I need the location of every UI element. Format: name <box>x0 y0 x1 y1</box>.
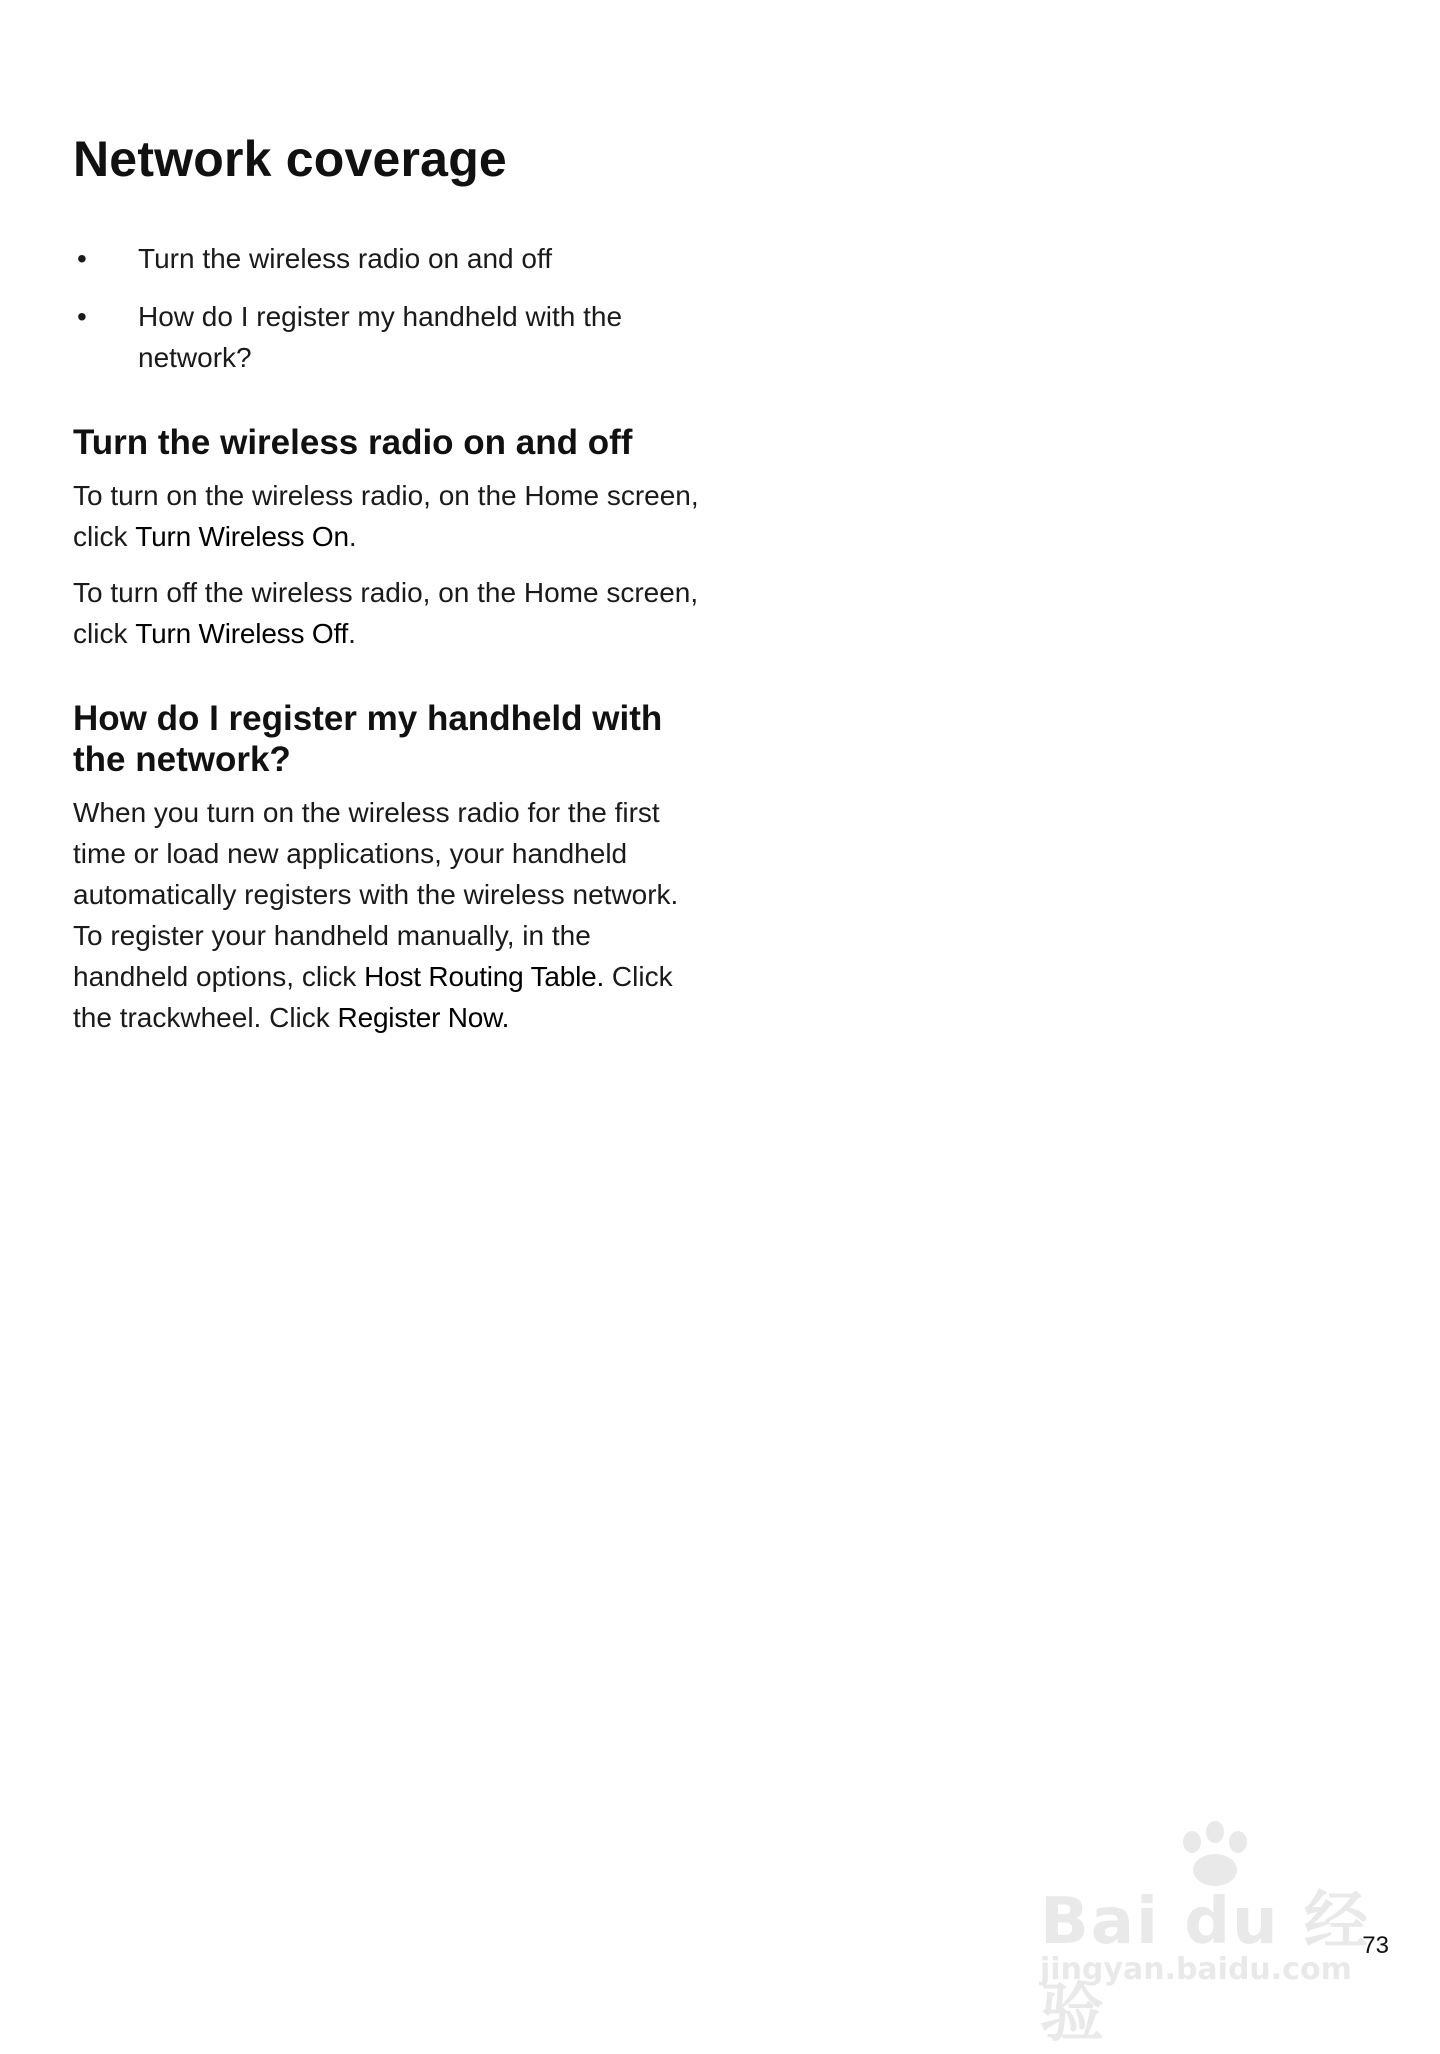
paragraph-register <box>73 792 713 1038</box>
section-link-label: How do I register my handheld with the network? <box>138 301 623 373</box>
page-content <box>73 130 713 1082</box>
page-number: 73 <box>1362 1932 1389 1959</box>
paragraph-text: . <box>348 521 357 552</box>
ui-term-register-now: Register Now. <box>337 1002 510 1033</box>
section-heading: How do I register my handheld with the network? <box>73 699 663 779</box>
section-heading: Turn the wireless radio on and off <box>73 423 633 462</box>
paragraph-text: Click the trackwheel. Click <box>73 961 673 1033</box>
paragraph-text: When you turn on the wireless radio for the first time or load new applications, your handheld automatically registers with the wireless network. To register your handheld manually, in the handheld options, click <box>73 797 679 992</box>
section-wireless-radio <box>73 422 713 654</box>
ui-term-turn-wireless-on: Turn Wireless On <box>135 521 349 552</box>
baidu-watermark <box>1030 1820 1390 2051</box>
paragraph-text: To turn off the wireless radio, on the Home screen, click <box>73 577 699 649</box>
page-title: Network coverage <box>73 131 507 187</box>
paragraph-text: . <box>348 618 356 649</box>
paragraph-text: To turn on the wireless radio, on the Home screen, click <box>73 480 699 552</box>
section-links <box>73 238 713 378</box>
paragraph-turn-on <box>73 475 713 557</box>
section-link-register[interactable] <box>73 296 713 378</box>
bullet-icon: • <box>77 243 87 274</box>
section-register-handheld <box>73 698 713 1038</box>
paragraph-turn-off <box>73 572 713 654</box>
watermark-url: jingyan.baidu.com <box>1040 1952 1352 1987</box>
bullet-icon: • <box>77 301 87 332</box>
section-link-label: Turn the wireless radio on and off <box>138 243 553 274</box>
watermark-logo-text: Bai du 经验 <box>1040 1885 1370 2051</box>
ui-term-turn-wireless-off: Turn Wireless Off <box>135 618 349 649</box>
ui-term-host-routing-table: Host Routing Table. <box>364 961 605 992</box>
section-link-radio[interactable] <box>73 238 713 279</box>
